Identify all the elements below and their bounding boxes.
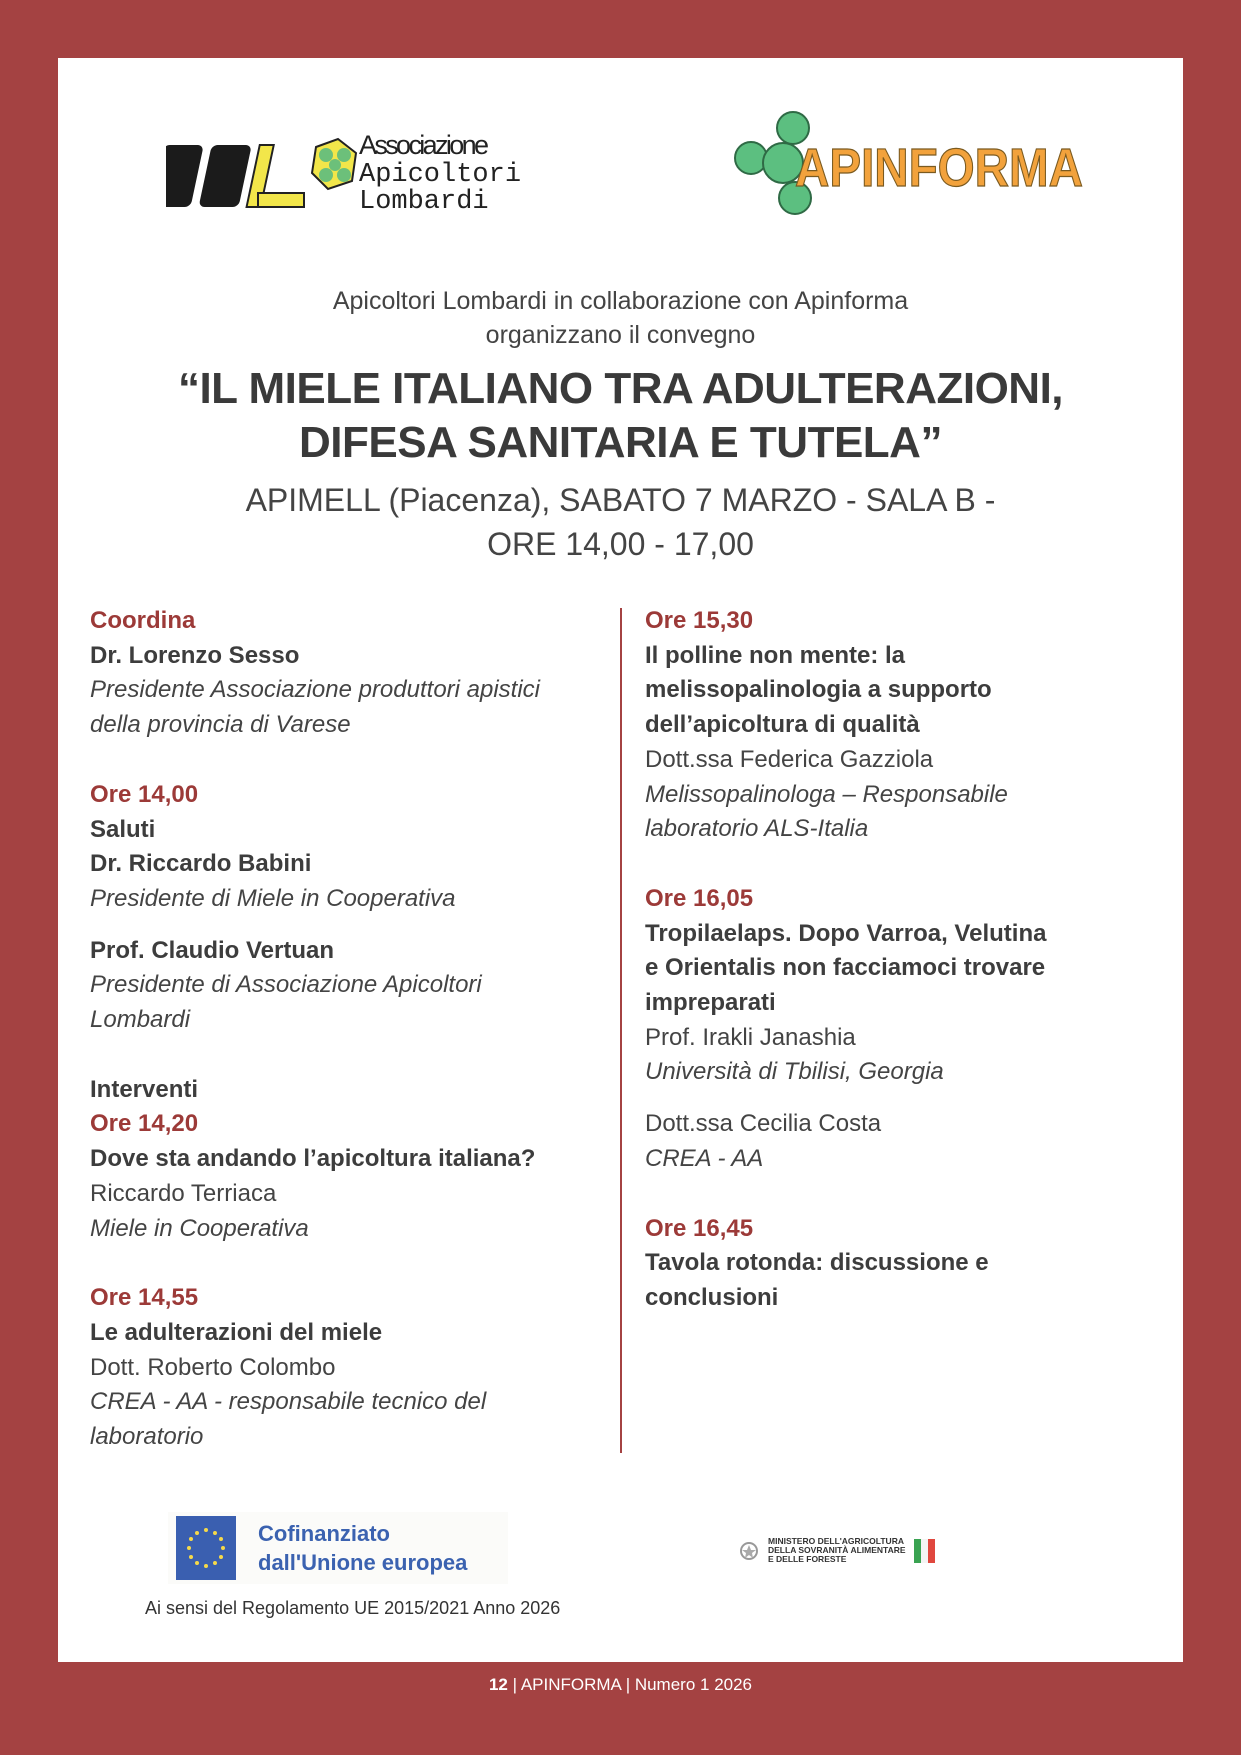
speaker-name: Dott.ssa Federica Gazziola bbox=[645, 745, 934, 773]
speaker-role: Melissopalinologa – Responsabile bbox=[645, 780, 1008, 808]
intro-text bbox=[0, 284, 1241, 352]
session-time: Ore 14,00 bbox=[90, 780, 199, 808]
aal-logo-line3: Lombardi bbox=[359, 187, 489, 215]
session-time: Ore 16,05 bbox=[645, 884, 754, 912]
ministero-line-2: DELLA SOVRANITÀ ALIMENTARE bbox=[768, 1545, 906, 1555]
intro-line-2: organizzano il convegno bbox=[485, 321, 756, 349]
eu-flag-icon bbox=[176, 1516, 236, 1580]
title-line-2: DIFESA SANITARIA E TUTELA” bbox=[299, 418, 942, 467]
location-line-2: ORE 14,00 - 17,00 bbox=[487, 526, 754, 562]
session-time: Ore 15,30 bbox=[645, 607, 754, 634]
speaker-role: CREA - AA bbox=[645, 1144, 764, 1172]
speaker-role: laboratorio bbox=[90, 1423, 204, 1451]
session-title: Tavola rotonda: discussione e bbox=[645, 1249, 989, 1277]
eu-text-line-1: Cofinanziato bbox=[258, 1521, 390, 1546]
speaker-name: Dr. Lorenzo Sesso bbox=[90, 641, 300, 669]
speaker-role: della provincia di Varese bbox=[90, 711, 351, 739]
italian-emblem-icon bbox=[740, 1538, 758, 1564]
program-left-column bbox=[90, 604, 610, 1455]
title-line-1: “IL MIELE ITALIANO TRA ADULTERAZIONI, bbox=[177, 364, 1064, 413]
speaker-name: Dr. Riccardo Babini bbox=[90, 850, 312, 878]
session-time: Ore 16,45 bbox=[645, 1214, 754, 1242]
speaker-role: Presidente di Associazione Apicoltori bbox=[90, 971, 482, 999]
speaker-name: Riccardo Terriaca bbox=[90, 1179, 277, 1207]
event-title bbox=[0, 362, 1241, 470]
ministero-logo bbox=[740, 1537, 935, 1564]
session-title: Tropilaelaps. Dopo Varroa, Velutina bbox=[645, 919, 1047, 947]
interventi-label: Interventi bbox=[90, 1075, 199, 1103]
apinforma-logo bbox=[733, 108, 1093, 218]
speaker-role: Presidente Associazione produttori apistici bbox=[90, 676, 541, 704]
speaker-role: laboratorio ALS-Italia bbox=[645, 815, 869, 843]
program-right-column bbox=[645, 604, 1165, 1316]
speaker-role: Presidente di Miele in Cooperativa bbox=[90, 884, 456, 912]
coordina-label: Coordina bbox=[90, 607, 196, 634]
magazine-name: APINFORMA bbox=[520, 1675, 621, 1694]
session-title: melissopalinologia a supporto bbox=[645, 676, 992, 704]
ministero-line-1: MINISTERO DELL'AGRICOLTURA bbox=[768, 1536, 904, 1546]
session-title: dell’apicoltura di qualità bbox=[645, 711, 920, 739]
speaker-role: Miele in Cooperativa bbox=[90, 1214, 309, 1242]
speaker-role: Lombardi bbox=[90, 1006, 191, 1034]
eu-cofunding-logo bbox=[168, 1512, 508, 1584]
speaker-name: Prof. Irakli Janashia bbox=[645, 1023, 856, 1051]
ministero-line-3: E DELLE FORESTE bbox=[768, 1554, 847, 1564]
session-title: Le adulterazioni del miele bbox=[90, 1318, 383, 1346]
session-title: Dove sta andando l’apicoltura italiana? bbox=[90, 1145, 536, 1173]
regulation-note: Ai sensi del Regolamento UE 2015/2021 Anno 2026 bbox=[145, 1598, 561, 1618]
page-footer: 12 | APINFORMA | Numero 1 2026 bbox=[488, 1675, 753, 1694]
speaker-name: Dott.ssa Cecilia Costa bbox=[645, 1110, 882, 1138]
session-title: Il polline non mente: la bbox=[645, 641, 906, 669]
session-time: Ore 14,20 bbox=[90, 1110, 199, 1138]
italian-flag-icon bbox=[914, 1539, 935, 1563]
eu-text-line-2: dall'Unione europea bbox=[258, 1550, 468, 1575]
page-number: 12 bbox=[488, 1675, 508, 1694]
speaker-role: Università di Tbilisi, Georgia bbox=[645, 1058, 944, 1086]
event-location bbox=[0, 478, 1241, 566]
column-divider bbox=[620, 608, 622, 1453]
session-title: e Orientalis non facciamoci trovare bbox=[645, 954, 1046, 982]
intro-line-1: Apicoltori Lombardi in collaborazione con Apinforma bbox=[332, 287, 909, 315]
session-time: Ore 14,55 bbox=[90, 1284, 199, 1312]
session-title: conclusioni bbox=[645, 1283, 779, 1311]
session-title: impreparati bbox=[645, 989, 776, 1017]
issue-number: Numero 1 2026 bbox=[634, 1675, 753, 1694]
speaker-name: Prof. Claudio Vertuan bbox=[90, 936, 335, 964]
aal-logo bbox=[166, 125, 526, 215]
speaker-name: Dott. Roberto Colombo bbox=[90, 1353, 336, 1381]
aal-logo-line2: Apicoltori bbox=[359, 160, 522, 190]
aal-logo-line1: Associazione bbox=[359, 130, 489, 160]
location-line-1: APIMELL (Piacenza), SABATO 7 MARZO - SALA B - bbox=[245, 482, 996, 518]
apinforma-logo-text: APINFORMA bbox=[795, 138, 1083, 198]
speaker-role: CREA - AA - responsabile tecnico del bbox=[90, 1388, 487, 1416]
session-title: Saluti bbox=[90, 815, 156, 843]
